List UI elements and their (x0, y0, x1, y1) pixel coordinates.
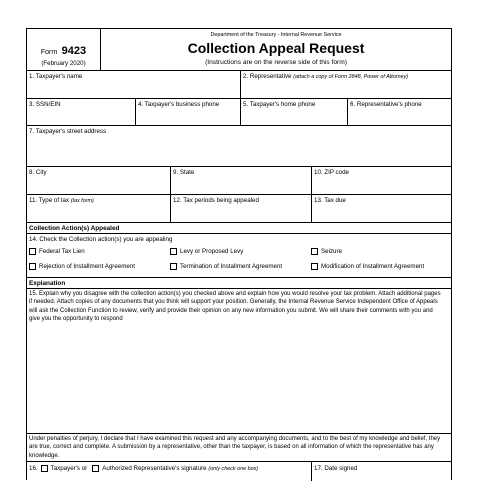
rule (27, 194, 451, 195)
department-label: Department of the Treasury - Internal Revenue Service (210, 32, 342, 38)
checkbox-box[interactable] (170, 263, 177, 270)
field-street-address[interactable]: 7. Taxpayer's street address (29, 128, 107, 135)
field-representative-phone[interactable]: 6. Representative's phone (350, 101, 422, 108)
checkbox-rejection-installment[interactable] (29, 263, 135, 270)
rule (27, 433, 451, 434)
rule (27, 125, 451, 126)
form-date: (February 2020) (41, 60, 86, 67)
option-label: Modification of Installment Agreement (321, 263, 425, 270)
section-heading-explanation: Explanation (29, 280, 66, 287)
question-14: 14. Check the Collection action(s) you are appealing (29, 236, 173, 243)
field-type-of-tax[interactable] (29, 197, 94, 204)
field-representative[interactable] (243, 73, 408, 80)
signature-field[interactable] (29, 465, 258, 472)
rule (27, 222, 451, 223)
page-title: Collection Appeal Request (187, 40, 365, 56)
authorized-rep-label: Authorized Representative's signature (102, 465, 207, 472)
field-16-number: 16. (29, 465, 38, 472)
field-zip[interactable]: 10. ZIP code (314, 169, 349, 176)
field-ssn-ein[interactable]: 3. SSN/EIN (29, 101, 61, 108)
checkbox-modification-installment[interactable] (311, 263, 424, 270)
checkbox-box[interactable] (170, 248, 177, 255)
field-tax-periods[interactable]: 12. Tax periods being appealed (173, 197, 259, 204)
option-label: Rejection of Installment Agreement (39, 263, 135, 270)
divider (240, 70, 241, 98)
field-city[interactable]: 8. City (29, 169, 47, 176)
field-tax-due[interactable]: 13. Tax due (314, 197, 346, 204)
checkbox-seizure[interactable] (311, 248, 342, 255)
field-home-phone[interactable]: 5. Taxpayer's home phone (243, 101, 316, 108)
field-type-of-tax-label: 11. Type of tax (29, 197, 70, 204)
checkbox-authorized-rep[interactable] (92, 465, 99, 472)
option-label: Federal Tax Lien (39, 248, 85, 255)
field-date-signed[interactable]: 17. Date signed (314, 465, 358, 472)
form-9423 (26, 28, 452, 480)
section-heading-collection-actions: Collection Action(s) Appealed (29, 225, 120, 232)
rule (27, 98, 451, 99)
field-business-phone[interactable]: 4. Taxpayer's business phone (138, 101, 220, 108)
rule (27, 277, 451, 278)
checkbox-taxpayer[interactable] (41, 465, 48, 472)
rule (27, 288, 451, 289)
field-state[interactable]: 9. State (173, 169, 195, 176)
checkbox-federal-tax-lien[interactable] (29, 248, 85, 255)
question-15: 15. Explain why you disagree with the collection action(s) you checked above and explain how you would resolve your tax problem. Attach additional pages if needed. Attach copies of any documents that you think will support your position. Generally, the Internal Revenue Service Independent Office of Appeals will ask the Collection Function to review, verify and provide their opinion on any new information you submit. We will share their comments with you and give you the opportunity to respond (29, 291, 441, 322)
taxpayer-label: Taxpayer's or (50, 465, 88, 472)
divider (311, 461, 312, 481)
instructions-note: (Instructions are on the reverse side of this form) (205, 59, 347, 66)
checkbox-box[interactable] (311, 263, 318, 270)
checkbox-box[interactable] (311, 248, 318, 255)
checkbox-box[interactable] (29, 263, 36, 270)
checkbox-box[interactable] (29, 248, 36, 255)
rule (27, 70, 451, 71)
explanation-text-area[interactable] (27, 327, 451, 433)
field-taxpayer-name[interactable]: 1. Taxpayer's name (29, 73, 83, 80)
divider (135, 98, 136, 125)
checkbox-levy[interactable] (170, 248, 243, 255)
signature-note: (only check one box) (208, 465, 259, 472)
field-representative-label: 2. Representative (243, 73, 292, 80)
checkbox-termination-installment[interactable] (170, 263, 282, 270)
form-number: 9423 (61, 45, 87, 57)
option-label: Termination of Installment Agreement (180, 263, 283, 270)
rule (27, 166, 451, 167)
form-label: Form (40, 49, 58, 56)
divider (240, 98, 241, 125)
perjury-statement: Under penalties of perjury, I declare that I have examined this request and any accompanying documents, and to the best of my knowledge and belief, they are true, correct and complete. A submission by a representative, other than the taxpayer, is based on all information of which the representative has any knowledge. (29, 436, 441, 459)
rule (27, 461, 451, 462)
rule (27, 233, 451, 234)
form-id-block (27, 41, 100, 67)
field-representative-note: (attach a copy of Form 2848, Power of Attorney) (293, 74, 409, 80)
option-label: Seizure (321, 248, 342, 255)
divider (347, 98, 348, 125)
option-label: Levy or Proposed Levy (180, 248, 244, 255)
field-type-of-tax-note: (tax form) (70, 198, 94, 204)
